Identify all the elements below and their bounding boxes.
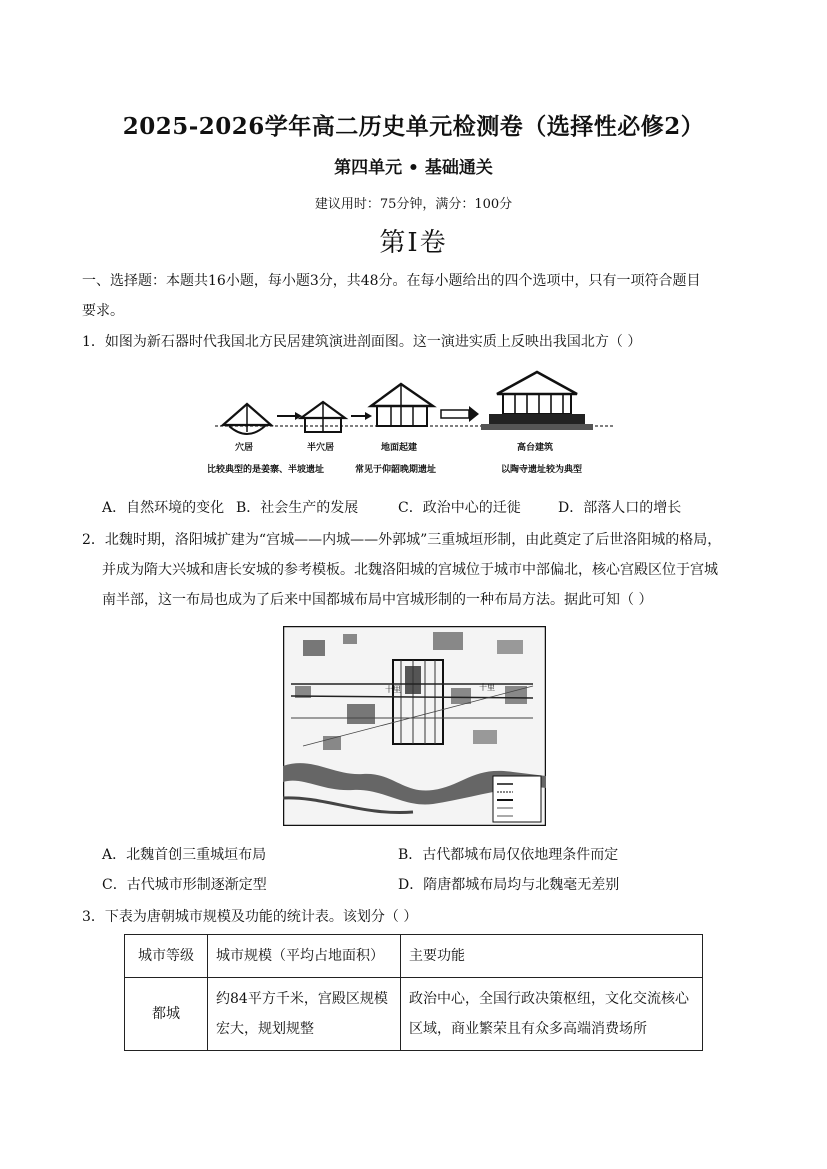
label-platform: 高台建筑 bbox=[517, 443, 554, 453]
luoyang-city-map bbox=[283, 626, 546, 826]
map-label-2: 十里 bbox=[479, 683, 495, 692]
ground-dwelling-icon bbox=[371, 384, 433, 426]
table-cell: 约84平方千米，宫殿区规模宏大，规划规整 bbox=[208, 978, 401, 1051]
question-2-options-row-1 bbox=[102, 844, 762, 868]
option-c[interactable]: C．古代城市形制逐渐定型 bbox=[102, 877, 267, 893]
question-2-line-3: 南半部，这一布局也成为了后来中国都城布局中宫城形制的一种布局方法。据此可知（ ） bbox=[102, 592, 653, 608]
arrow-icon bbox=[351, 412, 372, 420]
arrow-icon bbox=[441, 406, 479, 422]
question-3-stem: 3．下表为唐朝城市规模及功能的统计表。该划分（ ） bbox=[82, 909, 418, 925]
option-b[interactable]: B．古代都城布局仅依地理条件而定 bbox=[398, 847, 619, 863]
option-b[interactable]: B．社会生产的发展 bbox=[236, 500, 359, 516]
label-semi-pit: 半穴居 bbox=[307, 443, 335, 453]
question-1-stem: 1．如图为新石器时代我国北方民居建筑演进剖面图。这一演进实质上反映出我国北方（ ） bbox=[82, 334, 642, 350]
table-header-row bbox=[125, 935, 703, 978]
question-1-options bbox=[102, 497, 762, 521]
table-row bbox=[125, 978, 703, 1051]
table-header-cell: 城市规模（平均占地面积） bbox=[208, 935, 401, 978]
option-a[interactable]: A．北魏首创三重城垣布局 bbox=[102, 847, 267, 863]
question-2-line-1: 2．北魏时期，洛阳城扩建为“宫城——内城——外郭城”三重城垣形制，由此奠定了后世洛阳城的格局， bbox=[82, 532, 722, 548]
unit-subtitle: 第四单元 • 基础通关 bbox=[334, 158, 493, 178]
caption-left: 比较典型的是姜寨、半坡遗址 bbox=[207, 465, 325, 475]
question-2-options-row-2 bbox=[102, 874, 762, 898]
table-header-cell: 城市等级 bbox=[125, 935, 208, 978]
map-label-1: 十里 bbox=[385, 685, 401, 694]
table-header-cell: 主要功能 bbox=[401, 935, 703, 978]
instructions-line-1: 一、选择题：本题共16小题，每小题3分，共48分。在每小题给出的四个选项中，只有一项符合题目 bbox=[82, 273, 701, 289]
question-1-figure bbox=[205, 370, 623, 483]
dwelling-evolution-diagram bbox=[205, 370, 623, 483]
platform-building-icon bbox=[481, 372, 593, 430]
caption-right: 以陶寺遗址较为典型 bbox=[501, 465, 583, 475]
label-ground: 地面起建 bbox=[381, 443, 418, 453]
option-d[interactable]: D．部落人口的增长 bbox=[558, 500, 682, 516]
option-d[interactable]: D．隋唐都城布局均与北魏毫无差别 bbox=[398, 877, 620, 893]
time-score-info: 建议用时：75分钟，满分：100分 bbox=[314, 197, 513, 212]
city-statistics-table bbox=[124, 934, 703, 1051]
table-cell: 政治中心，全国行政决策枢纽，文化交流核心区域，商业繁荣且有众多高端消费场所 bbox=[401, 978, 703, 1051]
label-pit: 穴居 bbox=[235, 443, 254, 453]
option-c[interactable]: C．政治中心的迁徙 bbox=[398, 500, 521, 516]
option-a[interactable]: A．自然环境的变化 bbox=[102, 500, 225, 516]
exam-title: 2025-2026学年高二历史单元检测卷（选择性必修2） bbox=[122, 113, 705, 140]
table-cell: 都城 bbox=[125, 978, 208, 1051]
section-heading: 第Ⅰ卷 bbox=[379, 228, 448, 258]
pit-dwelling-icon bbox=[223, 404, 271, 434]
caption-mid: 常见于仰韶晚期遗址 bbox=[355, 465, 437, 475]
question-2-map bbox=[283, 626, 546, 826]
semi-pit-dwelling-icon bbox=[301, 402, 345, 432]
question-2-line-2: 并成为隋大兴城和唐长安城的参考模板。北魏洛阳城的宫城位于城市中部偏北，核心宫殿区位于宫城 bbox=[102, 562, 718, 578]
instructions-line-2: 要求。 bbox=[82, 303, 124, 319]
